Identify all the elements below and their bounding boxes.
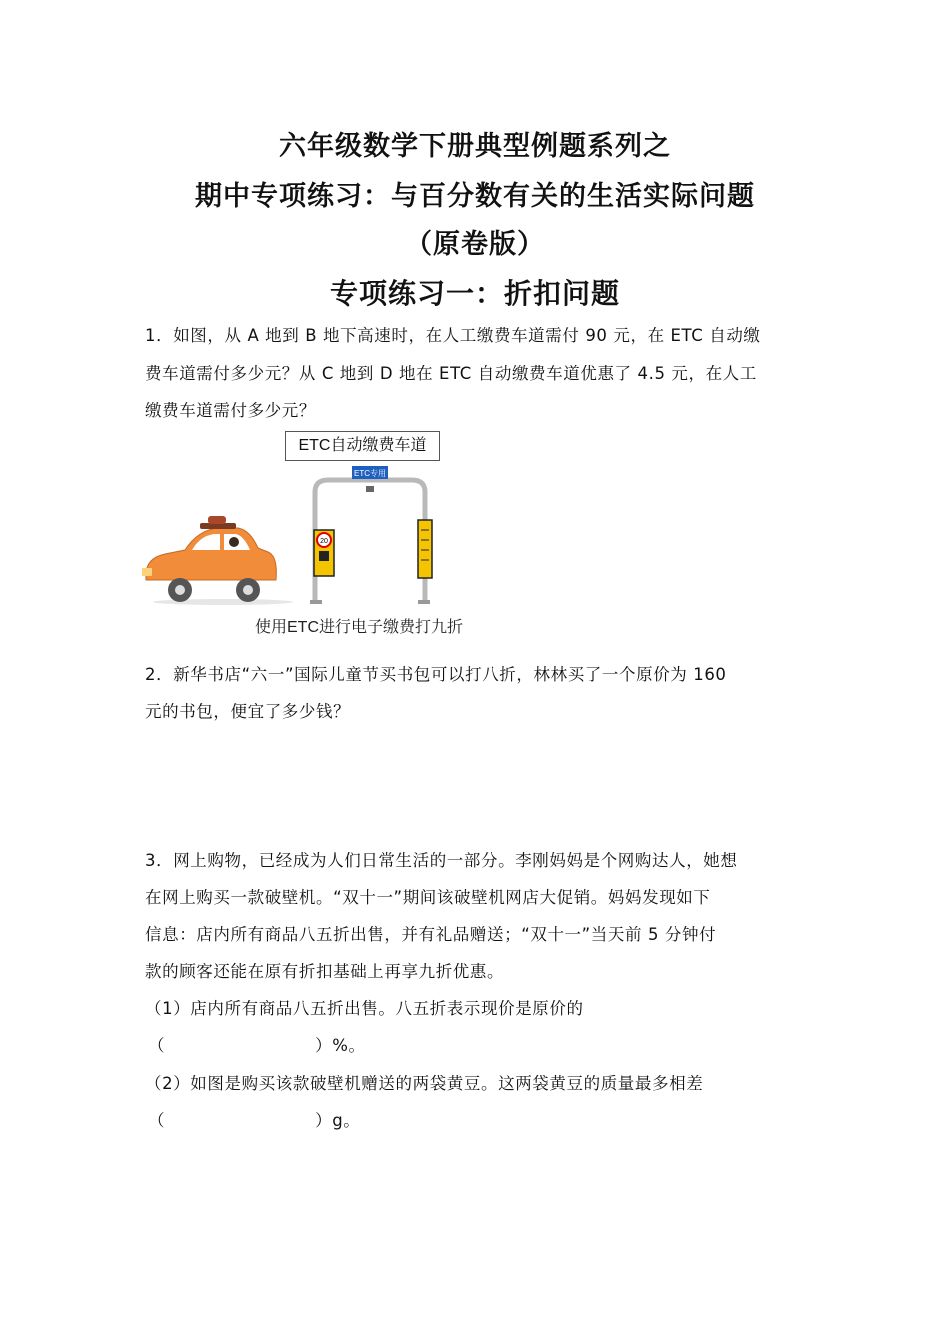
- etc-figure: [140, 430, 480, 640]
- section-title: 专项练习一：折扣问题: [329, 277, 620, 310]
- bracket-open: （: [148, 1036, 166, 1055]
- q2-line-2: 元的书包，便宜了多少钱？: [145, 702, 351, 721]
- figure-caption: 使用ETC进行电子缴费打九折: [255, 619, 464, 636]
- q3-sub1-answer: [148, 1032, 366, 1056]
- q1-line-3: 缴费车道需付多少元？: [145, 401, 316, 420]
- etc-lane-sign: ETC自动缴费车道: [285, 431, 440, 461]
- title-line-1: 六年级数学下册典型例题系列之: [279, 131, 671, 162]
- q1-line-1: 1．如图，从 A 地到 B 地下高速时，在人工缴费车道需付 90 元，在 ETC 自动缴: [145, 326, 761, 345]
- gantry-label: ETC专用: [354, 469, 386, 478]
- car-illustration: [142, 516, 293, 605]
- q3-sub2-answer: [148, 1107, 360, 1131]
- title-line-2: 期中专项练习：与百分数有关的生活实际问题: [195, 181, 755, 212]
- etc-gantry: [310, 466, 432, 604]
- q1-line-2: 费车道需付多少元？从 C 地到 D 地在 ETC 自动缴费车道优惠了 4.5 元，在人工: [145, 364, 757, 383]
- q3-line-1: 3．网上购物，已经成为人们日常生活的一部分。李刚妈妈是个网购达人，她想: [145, 851, 738, 870]
- q2-line-1: 2．新华书店“六一”国际儿童节买书包可以打八折，林林买了一个原价为 160: [145, 665, 727, 684]
- speed-limit: 20: [320, 538, 328, 545]
- q3-sub2-prompt: （2）如图是购买该款破壁机赠送的两袋黄豆。这两袋黄豆的质量最多相差: [145, 1074, 704, 1093]
- q3-line-2: 在网上购买一款破壁机。“双十一”期间该破壁机网店大促销。妈妈发现如下: [145, 888, 711, 907]
- q3-line-4: 款的顾客还能在原有折扣基础上再享九折优惠。: [145, 962, 505, 981]
- bracket-open: （: [148, 1111, 166, 1130]
- q3-sub1-prompt: （1）店内所有商品八五折出售。八五折表示现价是原价的: [145, 999, 584, 1018]
- title-line-3: （原卷版）: [405, 229, 545, 260]
- bracket-close: ）g。: [315, 1111, 361, 1130]
- bracket-close: ）%。: [315, 1036, 366, 1055]
- q3-line-3: 信息：店内所有商品八五折出售，并有礼品赠送；“双十一”当天前 5 分钟付: [145, 925, 717, 944]
